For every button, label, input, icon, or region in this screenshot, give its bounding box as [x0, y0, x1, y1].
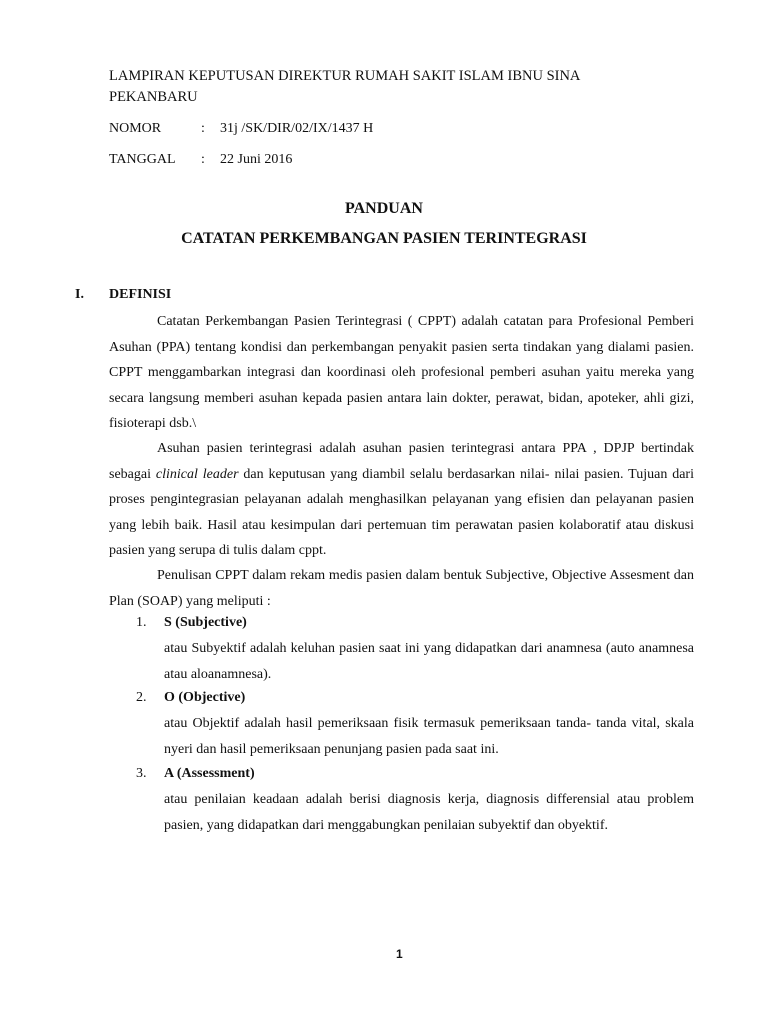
item-body-subjective: atau Subyektif adalah keluhan pasien saat ini yang didapatkan dari anamnesa (auto anamnesa atau aloanamnesa).	[164, 641, 694, 682]
item-title-subjective: S (Subjective)	[164, 615, 247, 630]
tanggal-value: 22 Juni 2016	[220, 152, 293, 167]
tanggal-separator: :	[201, 152, 205, 167]
section-number: I.	[75, 287, 84, 302]
tanggal-label: TANGGAL	[109, 152, 176, 167]
lampiran-line-2: PEKANBARU	[109, 89, 198, 105]
item-title-assessment: A (Assessment)	[164, 766, 255, 781]
item-number: 1.	[136, 615, 147, 630]
nomor-separator: :	[201, 121, 205, 136]
item-title-objective: O (Objective)	[164, 690, 246, 705]
lampiran-line-1: LAMPIRAN KEPUTUSAN DIREKTUR RUMAH SAKIT ISLAM IBNU SINA	[109, 68, 581, 84]
document-title-line-2: CATATAN PERKEMBANGAN PASIEN TERINTEGRASI	[181, 230, 587, 247]
item-body-objective: atau Objektif adalah hasil pemeriksaan fisik termasuk pemeriksaan tanda- tanda vital, skala nyeri dan hasil pemeriksaan penunjang pasien pada saat ini.	[164, 716, 694, 757]
page-number: 1	[396, 947, 403, 961]
document-title-line-1: PANDUAN	[345, 200, 423, 217]
paragraph-2-text-end: dan keputusan yang diambil selalu berdasarkan nilai- nilai pasien. Tujuan dari proses pengintegrasian pelayanan adalah menghasilkan pelayanan yang efisien dan pelayanan pasien yang lebih baik. Hasil atau kesimpulan dari pertemuan tim perawatan pasien kolaboratif atau diskusi pasien yang serupa di tulis dalam cppt.	[109, 466, 694, 558]
definition-paragraph-2	[109, 436, 694, 564]
item-body-assessment: atau penilaian keadaan adalah berisi diagnosis kerja, diagnosis differensial atau problem pasien, yang didapatkan dari menggabungkan penilaian subyektif dan obyektif.	[164, 792, 694, 833]
section-heading: DEFINISI	[109, 287, 172, 302]
paragraph-2-text-start: Asuhan pasien terintegrasi adalah asuhan pasien terintegrasi antara PPA , DPJP bertindak sebagai	[109, 441, 694, 482]
item-number: 2.	[136, 690, 147, 705]
nomor-value: 31j /SK/DIR/02/IX/1437 H	[220, 121, 374, 136]
definition-paragraph-3: Penulisan CPPT dalam rekam medis pasien dalam bentuk Subjective, Objective Assesment dan Plan (SOAP) yang meliputi :	[109, 568, 694, 609]
clinical-leader-term: clinical leader	[155, 466, 239, 482]
definition-paragraph-1: Catatan Perkembangan Pasien Terintegrasi ( CPPT) adalah catatan para Profesional Pemberi Asuhan (PPA) tentang kondisi dan perkembangan penyakit pasien serta tindakan yang dialami pasien. CPPT menggambarkan integrasi dan koordinasi oleh profesional pemberi asuhan yaitu mereka yang secara langsung memberi asuhan kepada pasien antara lain dokter, perawat, bidan, apoteker, ahli gizi, fisioterapi dsb.\	[109, 314, 694, 431]
nomor-label: NOMOR	[109, 121, 162, 136]
item-number: 3.	[136, 766, 147, 781]
